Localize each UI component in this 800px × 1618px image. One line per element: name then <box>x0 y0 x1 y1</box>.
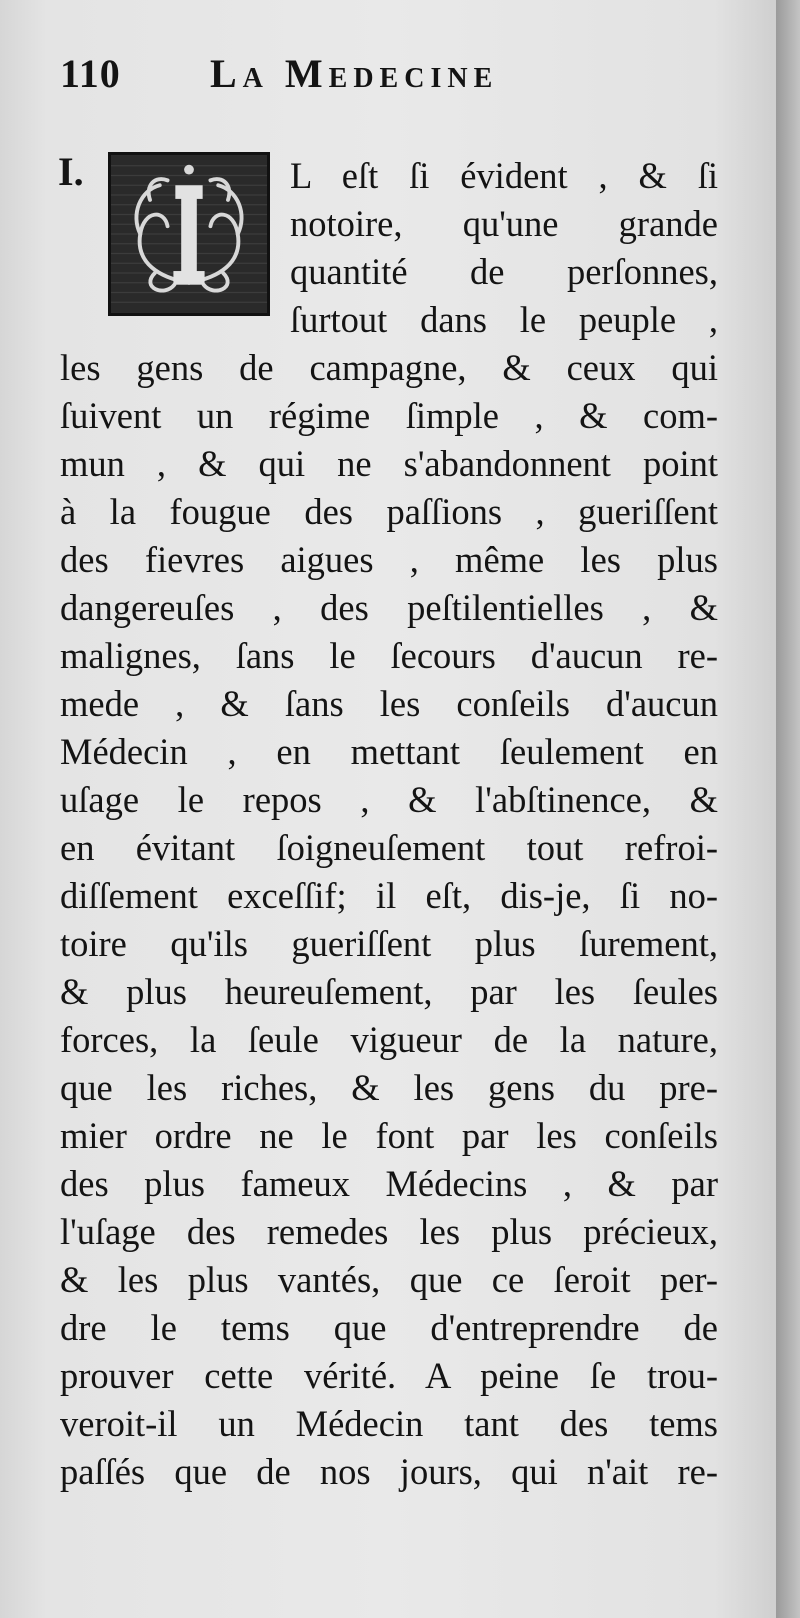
running-head: La Medecine <box>210 51 499 96</box>
text-line: toire qu'ils gueriſſent plus ſurement, <box>60 923 718 964</box>
text-line: dre le tems que d'entreprendre de <box>60 1307 718 1348</box>
text-line: malignes, ſans le ſecours d'aucun re- <box>60 635 718 676</box>
text-line: en évitant ſoigneuſement tout refroi- <box>60 827 718 868</box>
text-line: mier ordre ne le font par les conſeils <box>60 1115 718 1156</box>
text-line: Médecin , en mettant ſeulement en <box>60 731 718 772</box>
text-line: forces, la ſeule vigueur de la nature, <box>60 1019 718 1060</box>
text-line: dangereuſes , des peſtilentielles , & <box>60 587 718 628</box>
text-line: notoire, qu'une grande <box>290 203 718 244</box>
text-line: les gens de campagne, & ceux qui <box>60 347 718 388</box>
text-line: ſurtout dans le peuple , <box>290 299 718 340</box>
text-line: ſuivent un régime ſimple , & com- <box>60 395 718 436</box>
text-line: des fievres aigues , même les plus <box>60 539 718 580</box>
text-line: l'uſage des remedes les plus précieux, <box>60 1211 718 1252</box>
page-number: 110 <box>60 51 121 96</box>
section-number: I. <box>58 149 84 194</box>
text-line: des plus fameux Médecins , & par <box>60 1163 718 1204</box>
text-line: prouver cette vérité. A peine ſe trou- <box>60 1355 718 1396</box>
text-line: uſage le repos , & l'abſtinence, & <box>60 779 718 820</box>
text-line: L eſt ſi évident , & ſi <box>290 155 718 196</box>
text-line: mun , & qui ne s'abandonnent point <box>60 443 718 484</box>
page-header <box>60 50 740 102</box>
text-line: & les plus vantés, que ce ſeroit per- <box>60 1259 718 1300</box>
ornamental-initial-icon <box>108 152 270 316</box>
text-line: mede , & ſans les conſeils d'aucun <box>60 683 718 724</box>
text-line: quantité de perſonnes, <box>290 251 718 292</box>
text-line: paſſés que de nos jours, qui n'ait re- <box>60 1451 718 1492</box>
text-line: diſſement exceſſif; il eſt, dis-je, ſi no- <box>60 875 718 916</box>
text-line: que les riches, & les gens du pre- <box>60 1067 718 1108</box>
text-line: à la fougue des paſſions , gueriſſent <box>60 491 718 532</box>
page-edge <box>776 0 800 1618</box>
text-line: & plus heureuſement, par les ſeules <box>60 971 718 1012</box>
text-line: veroit-il un Médecin tant des tems <box>60 1403 718 1444</box>
